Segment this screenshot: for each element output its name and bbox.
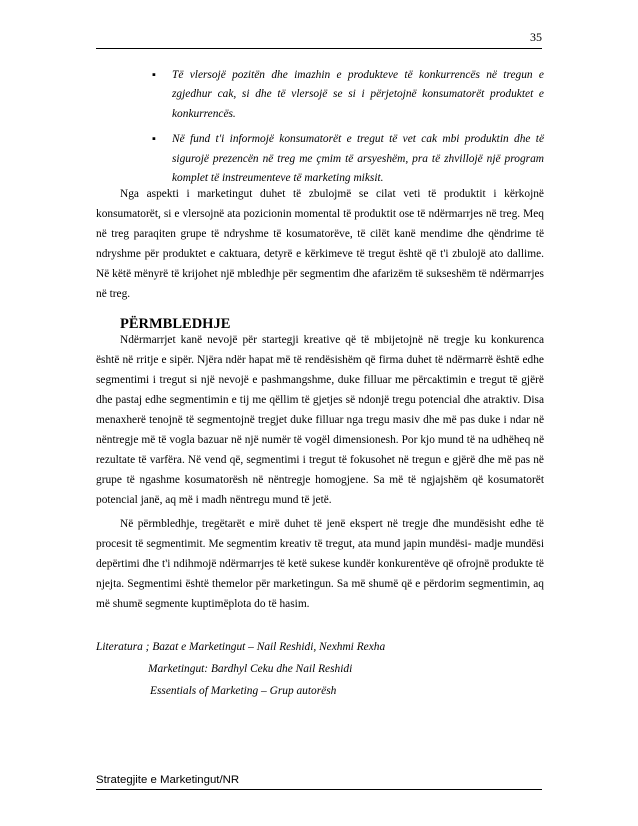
- literature-line: Marketingut: Bardhyl Ceku dhe Nail Reshidi: [148, 663, 353, 675]
- summary-paragraph-2: Në përmbledhje, tregëtarët e mirë duhet të jenë ekspert në tregje dhe mundësisht edhe të procesit të segmentimit. Me segmentim kreativ të tregut, ata mund japin mundësi- madje mundësi depërtimi dhe t'i ndihmojë ndërmarrjes të ketë sukese kundër konkurentëve që ofrojnë produkte të njejta. Segmentimi është themelor për marketingun. Sa më shumë që e përdorim segmentimin, aq më shumë segmente kuptimëplota do të hasim.: [96, 518, 544, 610]
- summary-paragraph-1: Ndërmarrjet kanë nevojë për startegji kreative që të mbijetojnë në tregje ku konkurenca është në rritje e sipër. Njëra ndër hapat më të rendësishëm që firma duhet të ndërmarrë është edhe segmentimi i tregut si një nevojë e pashmangshme, duke filluar me përcaktimin e tregut të gjërë dhe pastaj edhe segmentimin e tij me qëllim të gjetjes së ndonjë tregu potencial dhe atraktiv. Disa menaxherë tenojnë të segmentojnë tregjet duke filluar nga tregu masiv dhe më pas duke i ndar në nëntregje më të vogla bazuar në një numër të vogël dimensionesh. Por kjo mund të na udhëheq në rezultate të varfëra. Në vend që, segmentimi i tregut të fokusohet në tregun e gjërë dhe më pas në grupe të ngashme kosumatorësh në nëntregje homogjene. Sa më të ngjajshëm që kosumatorët potencial janë, aq më i madh nëntregu mund të jetë.: [96, 334, 544, 506]
- literature-line: Literatura ; Bazat e Marketingut – Nail Reshidi, Nexhmi Rexha: [96, 641, 386, 653]
- literature-list: [96, 636, 385, 702]
- literature-line: Essentials of Marketing – Grup autorësh: [150, 685, 337, 697]
- bullet-list: [148, 66, 544, 194]
- bullet-item: ▪ Të vlersojë pozitën dhe imazhin e produkteve të konkurrencës në tregun e zgjedhur cak, si dhe të vlersojë se si i përjetojnë konsumatorët produktet e konkurrencës.: [148, 66, 544, 124]
- footer-rule: [96, 789, 542, 790]
- bullet-item: ▪ Në fund t'i informojë konsumatorët e tregut të vet cak mbi produktin dhe të sigurojë prezencën në treg me çmim të arsyeshëm, pra të zhvillojë një program komplet të instreumenteve të marketing miksit.: [148, 130, 544, 188]
- page-number: 35: [530, 30, 542, 44]
- paragraph-marketing-aspect: Nga aspekti i marketingut duhet të zbulojmë se cilat veti të produktit i kërkojnë konsumatorët, si e vlersojnë ata pozicionin momental të produktit ose të ndërmarrjes në treg. Meq në treg paraqiten grupe të ndryshme të kosumatorëve, të cilët kanë mendime dhe qëndrime të ndryshme për produktet e caktuara, detyrë e kërkimeve të tregut është që t'i zbulojë ato dallime. Në këtë mënyrë të krijohet një mbledhje për segmentim dhe afarizëm të sukseshëm të ndërmarrjes në treg.: [96, 188, 544, 300]
- header-rule: [96, 48, 542, 49]
- section-heading: PËRMBLEDHJE: [120, 316, 231, 332]
- footer-text: Strategjite e Marketingut/NR: [96, 774, 240, 786]
